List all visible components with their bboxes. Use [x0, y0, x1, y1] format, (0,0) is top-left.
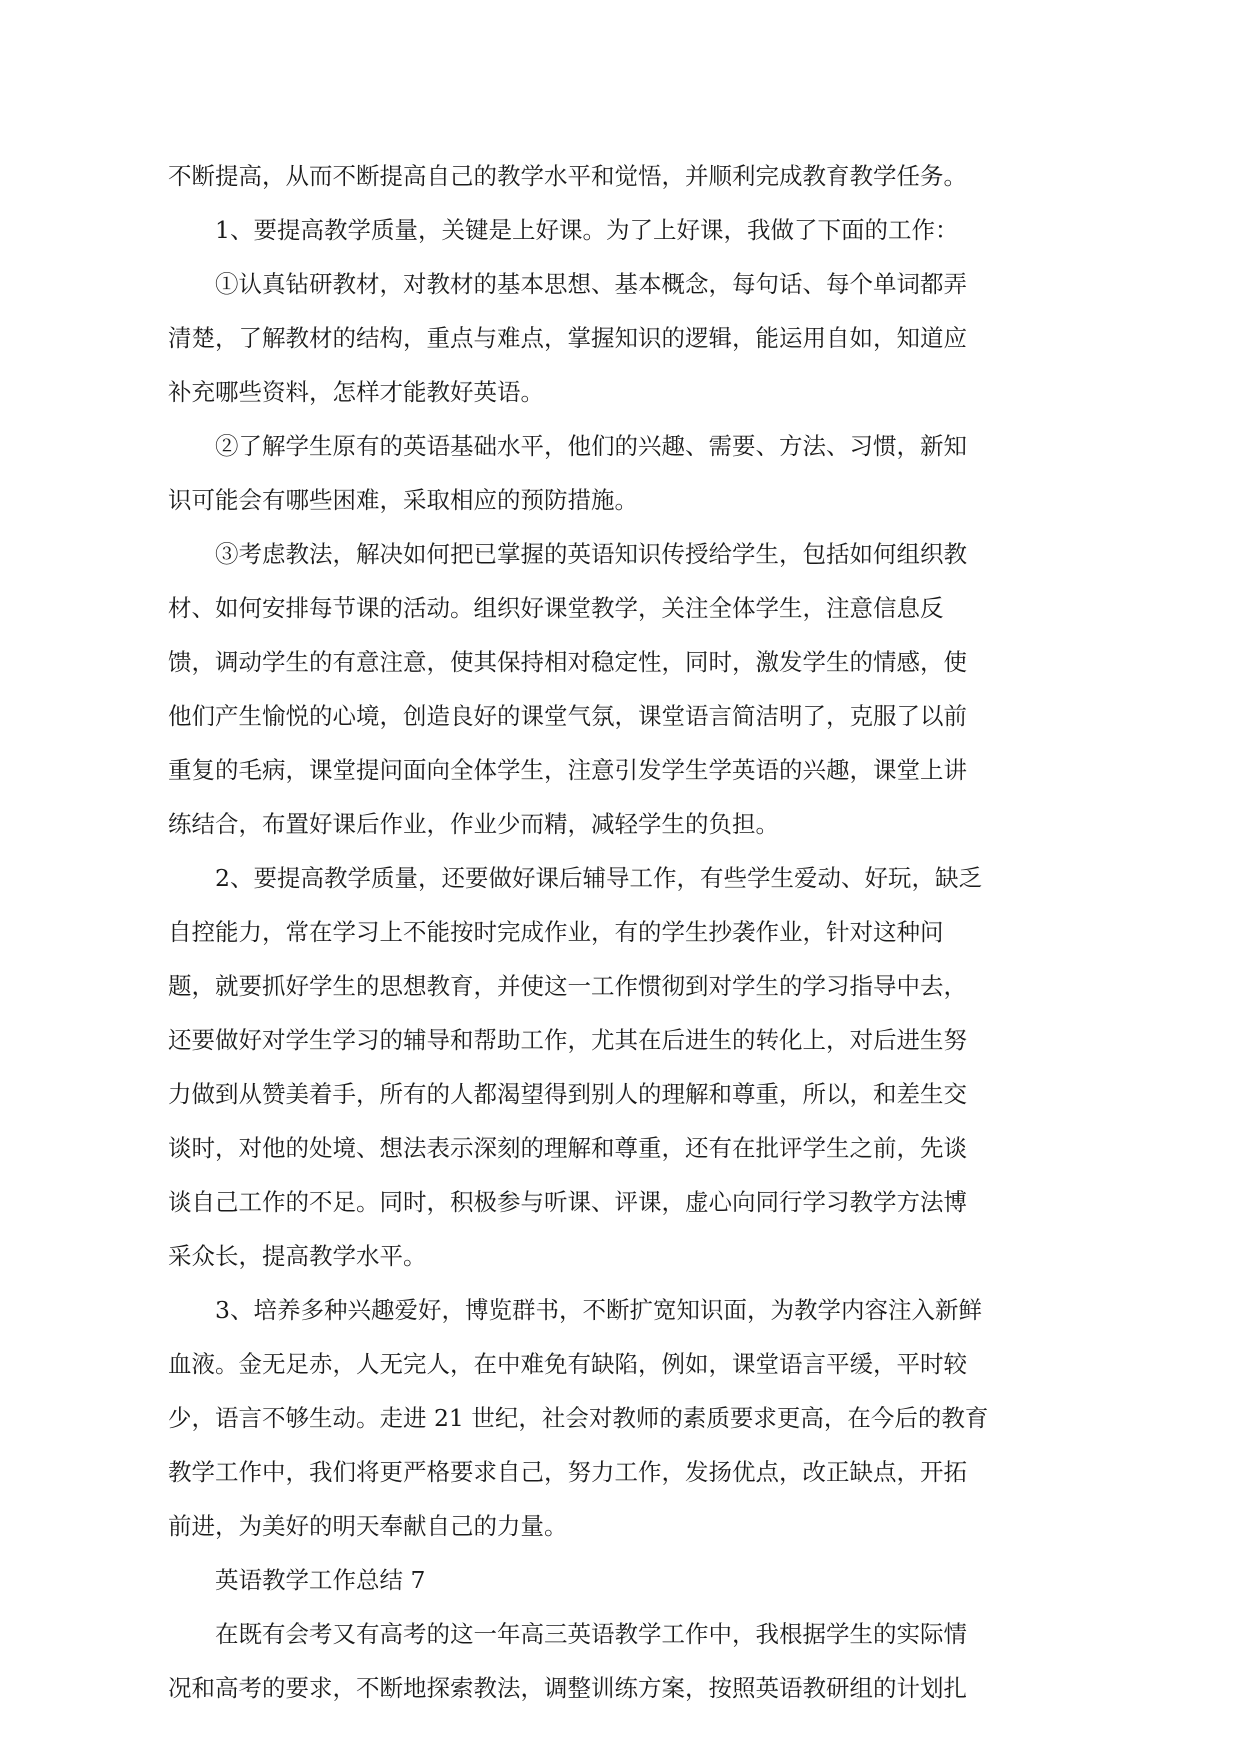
text-line: 不断提高，从而不断提高自己的教学水平和觉悟，并顺利完成教育教学任务。: [168, 162, 967, 190]
text-line: 馈，调动学生的有意注意，使其保持相对稳定性，同时，激发学生的情感，使: [168, 648, 967, 676]
text-line: 况和高考的要求，不断地探索教法，调整训练方案，按照英语教研组的计划扎: [168, 1674, 967, 1702]
text-line: 谈时，对他的处境、想法表示深刻的理解和尊重，还有在批评学生之前，先谈: [168, 1134, 967, 1162]
text-line: 1、要提高教学质量，关键是上好课。为了上好课，我做了下面的工作：: [215, 216, 959, 244]
text-line: 他们产生愉悦的心境，创造良好的课堂气氛，课堂语言简洁明了，克服了以前: [168, 702, 967, 730]
text-line: 在既有会考又有高考的这一年高三英语教学工作中，我根据学生的实际情: [215, 1620, 967, 1648]
text-line: 少，语言不够生动。走进 21 世纪，社会对教师的素质要求更高，在今后的教育: [168, 1404, 989, 1432]
text-line: ③考虑教法，解决如何把已掌握的英语知识传授给学生，包括如何组织教: [215, 540, 967, 568]
text-line: 血液。金无足赤，人无完人，在中难免有缺陷，例如，课堂语言平缓，平时较: [168, 1350, 967, 1378]
text-line: ①认真钻研教材，对教材的基本思想、基本概念，每句话、每个单词都弄: [215, 270, 967, 298]
text-line: 自控能力，常在学习上不能按时完成作业，有的学生抄袭作业，针对这种问: [168, 918, 944, 946]
text-line: 补充哪些资料，怎样才能教好英语。: [168, 378, 544, 406]
text-line: 题，就要抓好学生的思想教育，并使这一工作惯彻到对学生的学习指导中去，: [168, 972, 967, 1000]
text-line: 采众长，提高教学水平。: [168, 1242, 427, 1270]
text-line: ②了解学生原有的英语基础水平，他们的兴趣、需要、方法、习惯，新知: [215, 432, 967, 460]
text-line: 材、如何安排每节课的活动。组织好课堂教学，关注全体学生，注意信息反: [168, 594, 944, 622]
text-line: 谈自己工作的不足。同时，积极参与听课、评课，虚心向同行学习教学方法博: [168, 1188, 967, 1216]
text-line: 3、培养多种兴趣爱好，博览群书，不断扩宽知识面，为教学内容注入新鲜: [215, 1296, 982, 1324]
text-line: 教学工作中，我们将更严格要求自己，努力工作，发扬优点，改正缺点，开拓: [168, 1458, 967, 1486]
text-line: 清楚，了解教材的结构，重点与难点，掌握知识的逻辑，能运用自如，知道应: [168, 324, 967, 352]
text-line: 识可能会有哪些困难，采取相应的预防措施。: [168, 486, 638, 514]
text-line: 2、要提高教学质量，还要做好课后辅导工作，有些学生爱动、好玩，缺乏: [215, 864, 982, 892]
text-line: 重复的毛病，课堂提问面向全体学生，注意引发学生学英语的兴趣，课堂上讲: [168, 756, 967, 784]
section-heading: 英语教学工作总结 7: [215, 1566, 426, 1594]
text-line: 力做到从赞美着手，所有的人都渴望得到别人的理解和尊重，所以，和差生交: [168, 1080, 967, 1108]
text-line: 还要做好对学生学习的辅导和帮助工作，尤其在后进生的转化上，对后进生努: [168, 1026, 967, 1054]
text-line: 练结合，布置好课后作业，作业少而精，减轻学生的负担。: [168, 810, 779, 838]
text-line: 前进，为美好的明天奉献自己的力量。: [168, 1512, 568, 1540]
